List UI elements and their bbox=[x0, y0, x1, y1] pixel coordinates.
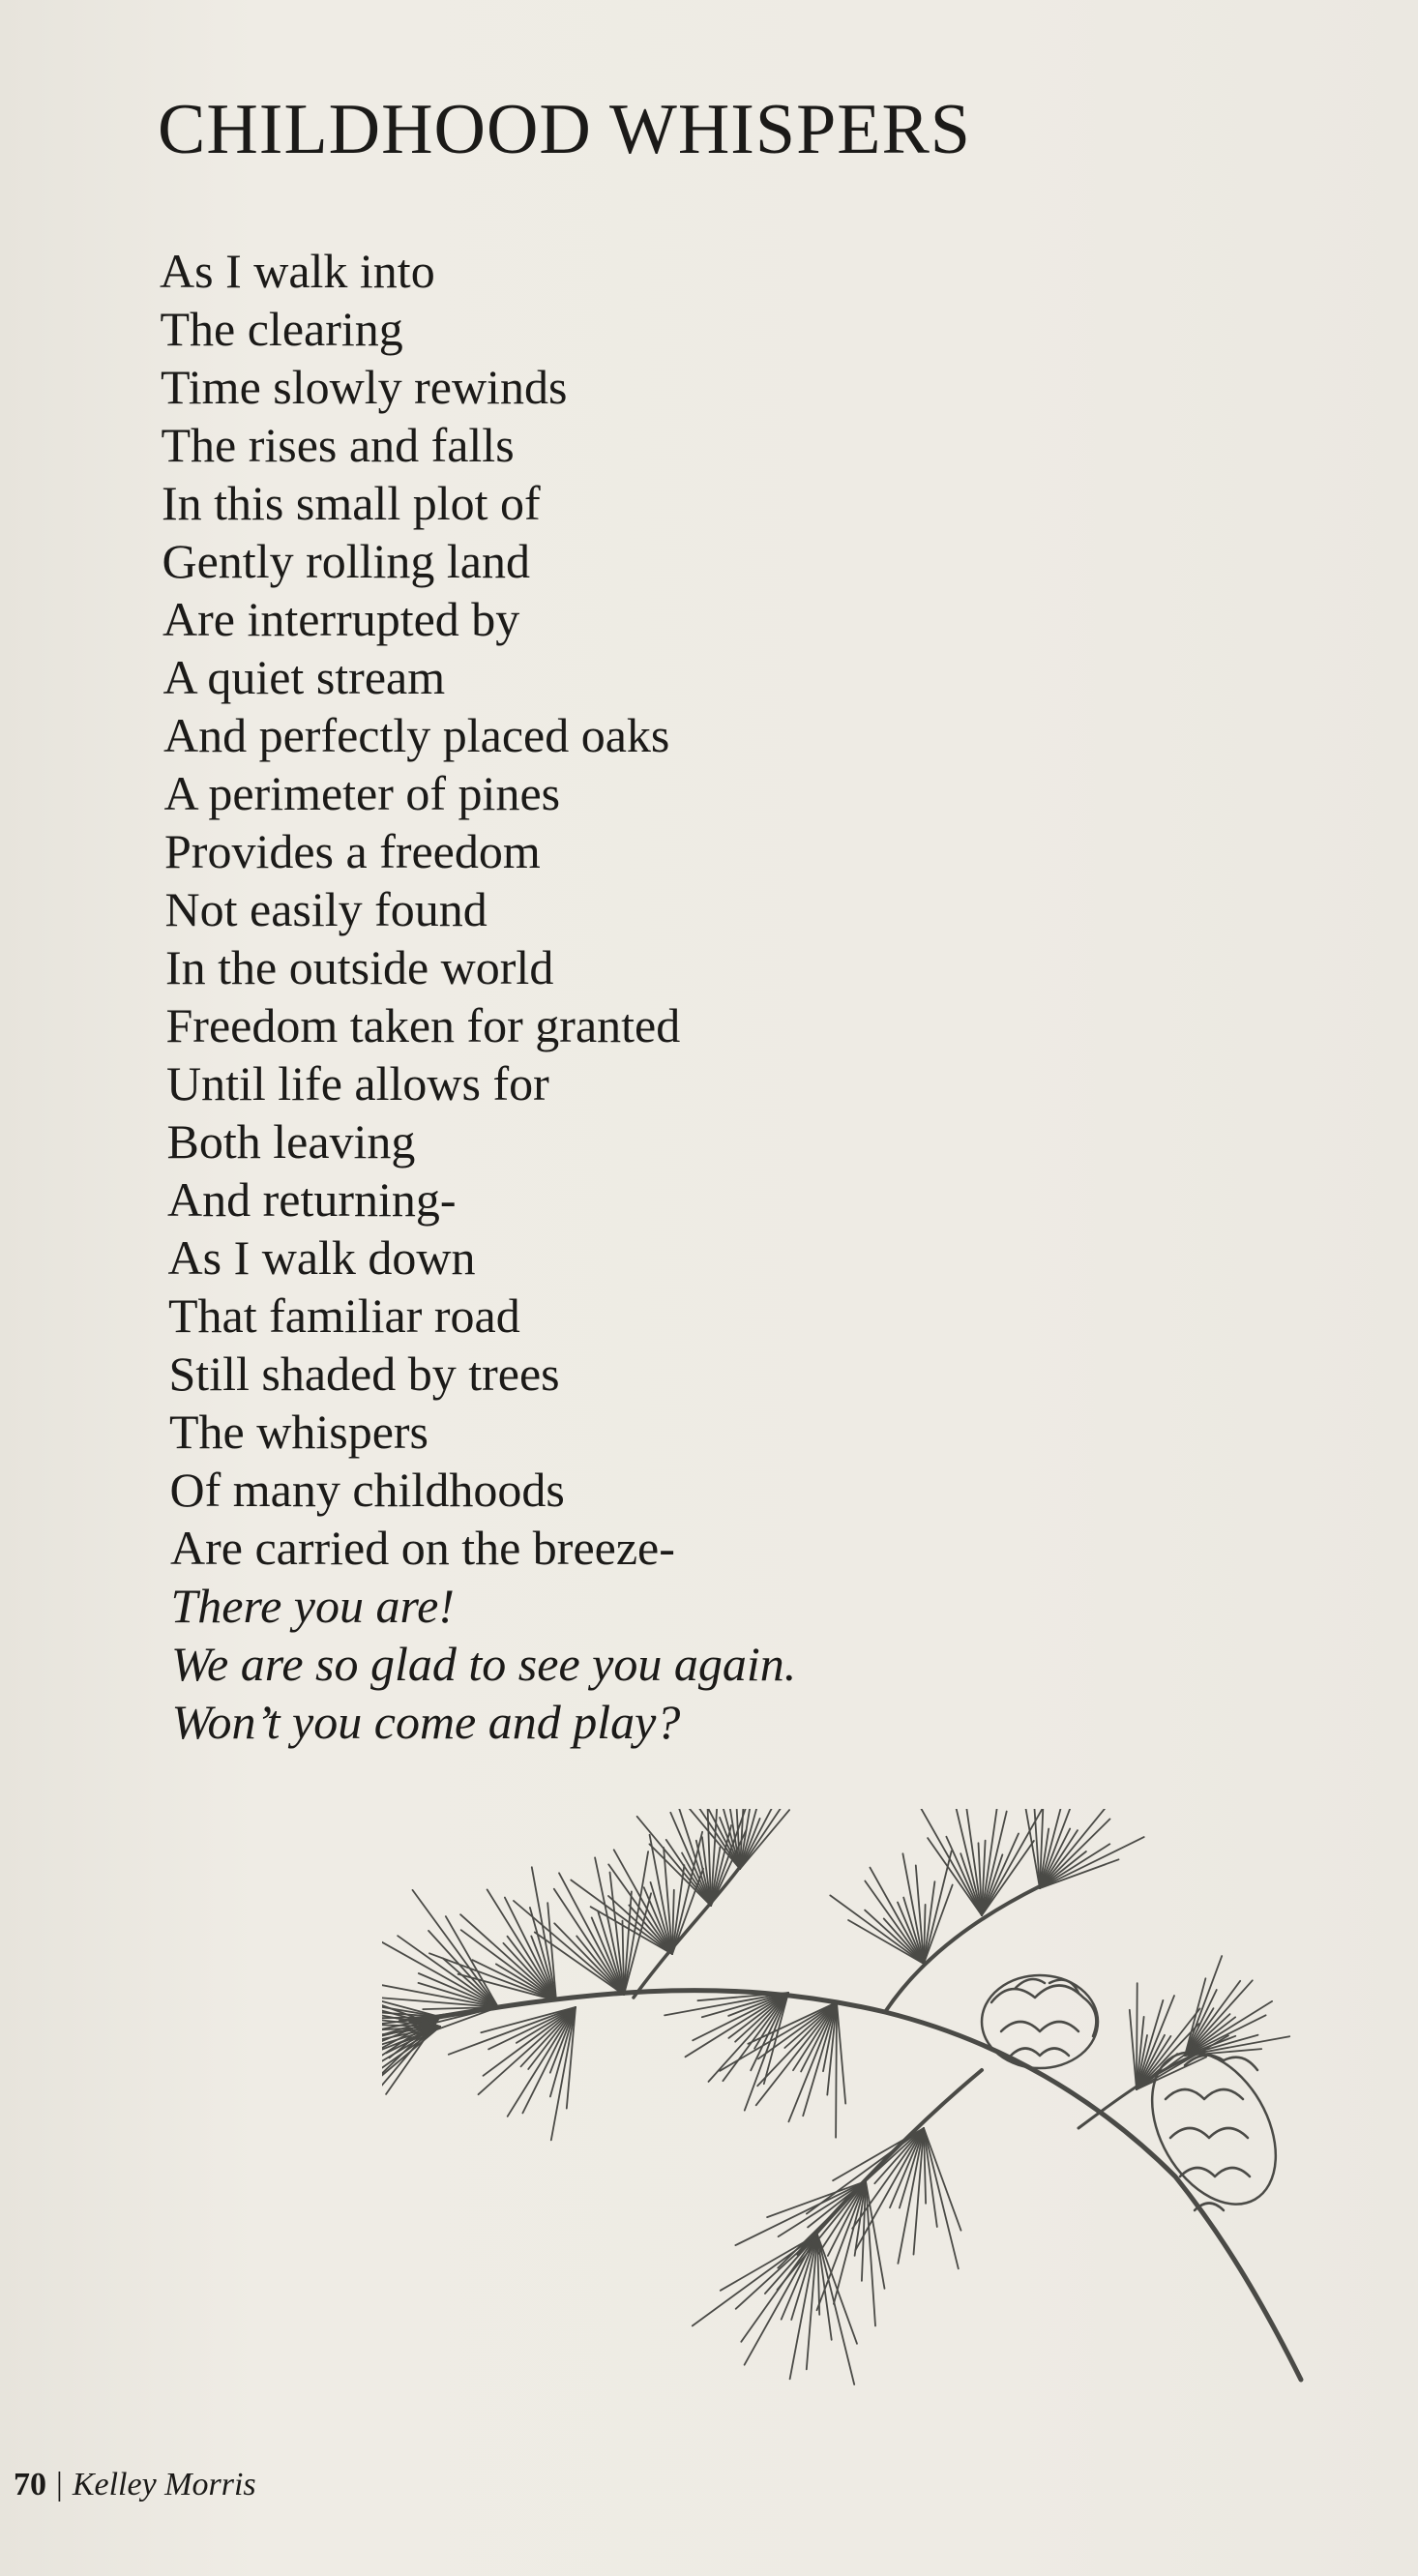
poem-line: In the outside world bbox=[165, 940, 554, 994]
poem-line: Are interrupted by bbox=[162, 592, 520, 646]
poem-line: The whispers bbox=[169, 1405, 428, 1459]
poem-line: A quiet stream bbox=[162, 650, 446, 704]
poem-line: A perimeter of pines bbox=[163, 766, 561, 820]
poem-title: CHILDHOOD WHISPERS bbox=[158, 90, 971, 169]
poem-body bbox=[160, 242, 1127, 1751]
poem-line: Freedom taken for granted bbox=[165, 998, 681, 1052]
footer-separator: | bbox=[56, 2467, 63, 2502]
poem-line: Still shaded by trees bbox=[168, 1347, 560, 1401]
poem-line: Until life allows for bbox=[166, 1056, 549, 1110]
poem-line: Both leaving bbox=[166, 1114, 416, 1169]
poem-line: And returning- bbox=[167, 1172, 457, 1227]
poem-line: Not easily found bbox=[164, 882, 487, 936]
page-number: 70 bbox=[14, 2467, 46, 2502]
poem-line: There you are! bbox=[170, 1579, 455, 1633]
poem-line: In this small plot of bbox=[162, 476, 541, 530]
poem-line: Won’t you come and play? bbox=[171, 1695, 681, 1749]
page-footer bbox=[14, 2467, 256, 2503]
pine-branch-with-cones-icon bbox=[382, 1809, 1349, 2409]
poem-line: Of many childhoods bbox=[169, 1463, 565, 1517]
poem-line: The rises and falls bbox=[161, 418, 515, 472]
author-name: Kelley Morris bbox=[72, 2467, 256, 2502]
poem-line: And perfectly placed oaks bbox=[163, 708, 670, 762]
poem-line: Time slowly rewinds bbox=[161, 360, 568, 414]
poem-line: Gently rolling land bbox=[162, 534, 530, 588]
poem-line: As I walk into bbox=[160, 244, 435, 298]
poem-line: That familiar road bbox=[168, 1288, 520, 1343]
poem-line: Are carried on the breeze- bbox=[170, 1521, 675, 1575]
poem-line: As I walk down bbox=[167, 1230, 476, 1285]
poem-line: Provides a freedom bbox=[164, 824, 541, 878]
poem-line: We are so glad to see you again. bbox=[171, 1637, 797, 1691]
poem-line: The clearing bbox=[160, 302, 403, 356]
